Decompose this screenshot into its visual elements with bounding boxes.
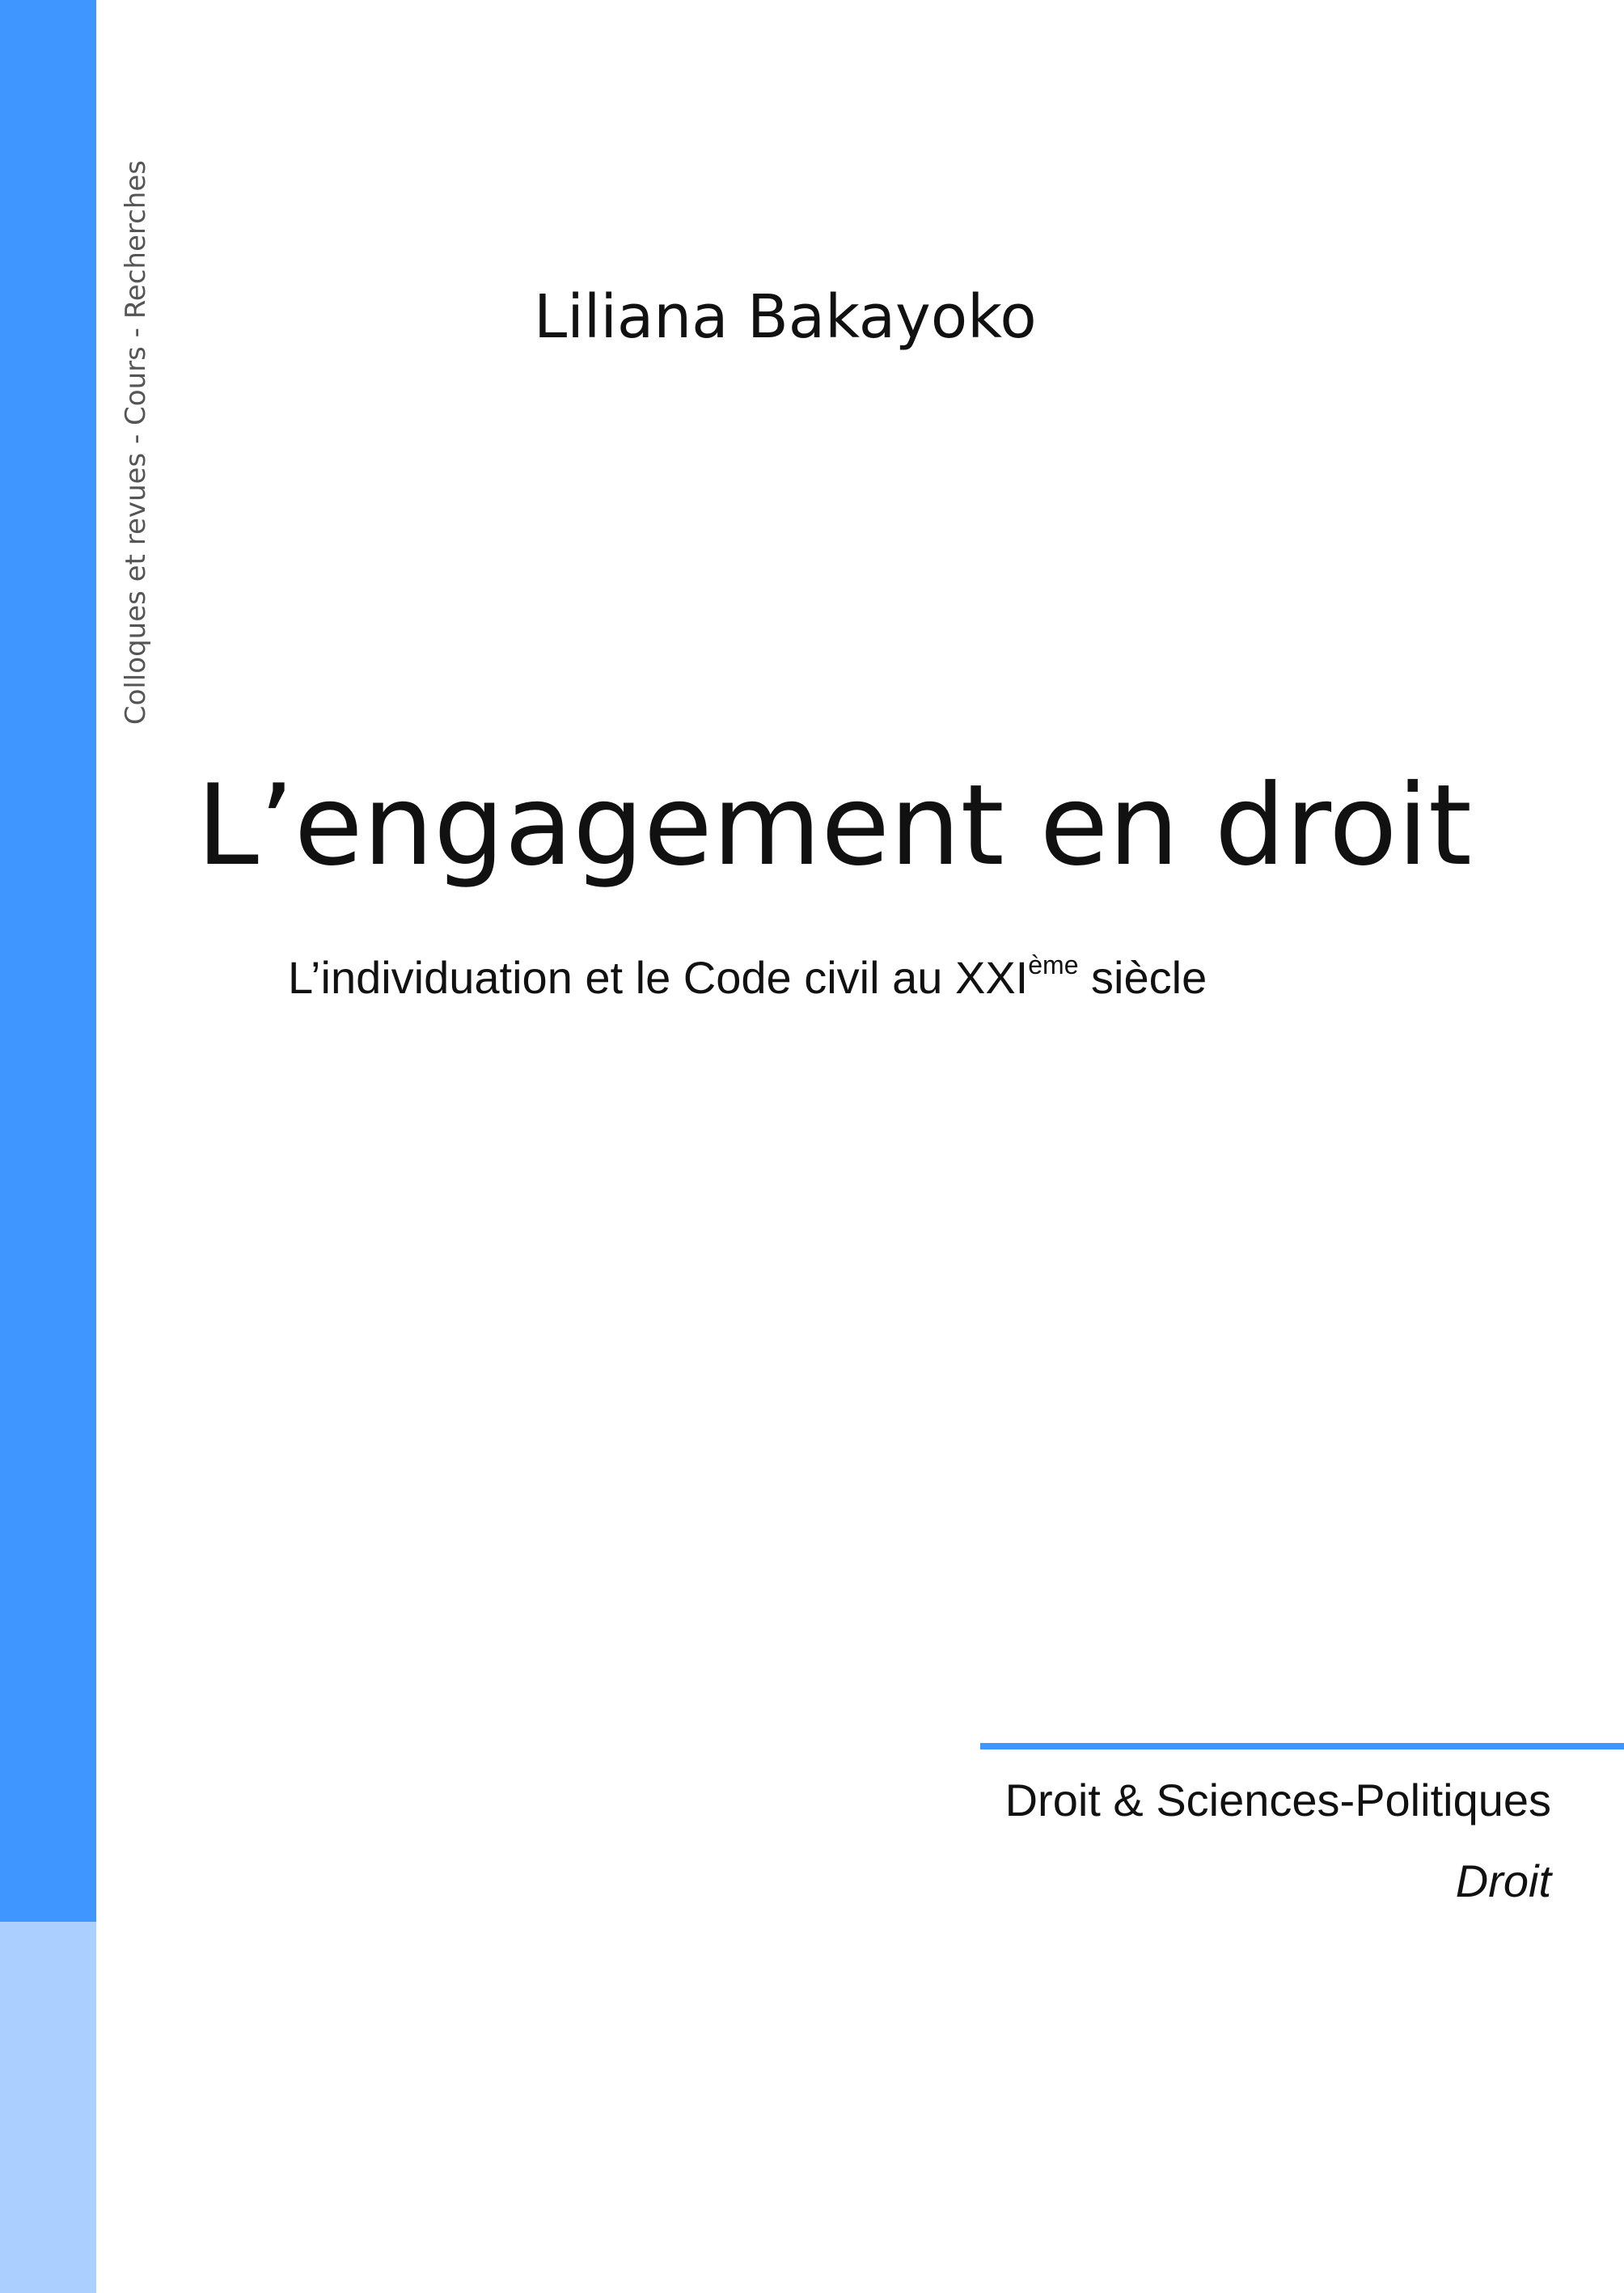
book-title: L’engagement en droit [197,760,1472,891]
subtitle-main: L’individuation et le Code civil au XXI [288,952,1029,1003]
author-name: Liliana Bakayoko [534,282,1037,352]
collection-name: Droit & Sciences-Politiques [1004,1775,1551,1826]
subtitle-end: siècle [1078,952,1207,1003]
series-label: Colloques et revues - Cours - Recherches [120,160,152,726]
side-band-primary [0,0,96,1922]
collection-divider [980,1743,1624,1749]
subcollection-name: Droit [1455,1855,1551,1906]
subtitle-superscript: ème [1028,950,1079,979]
book-subtitle [288,950,1207,1005]
side-band-secondary [0,1922,96,2293]
